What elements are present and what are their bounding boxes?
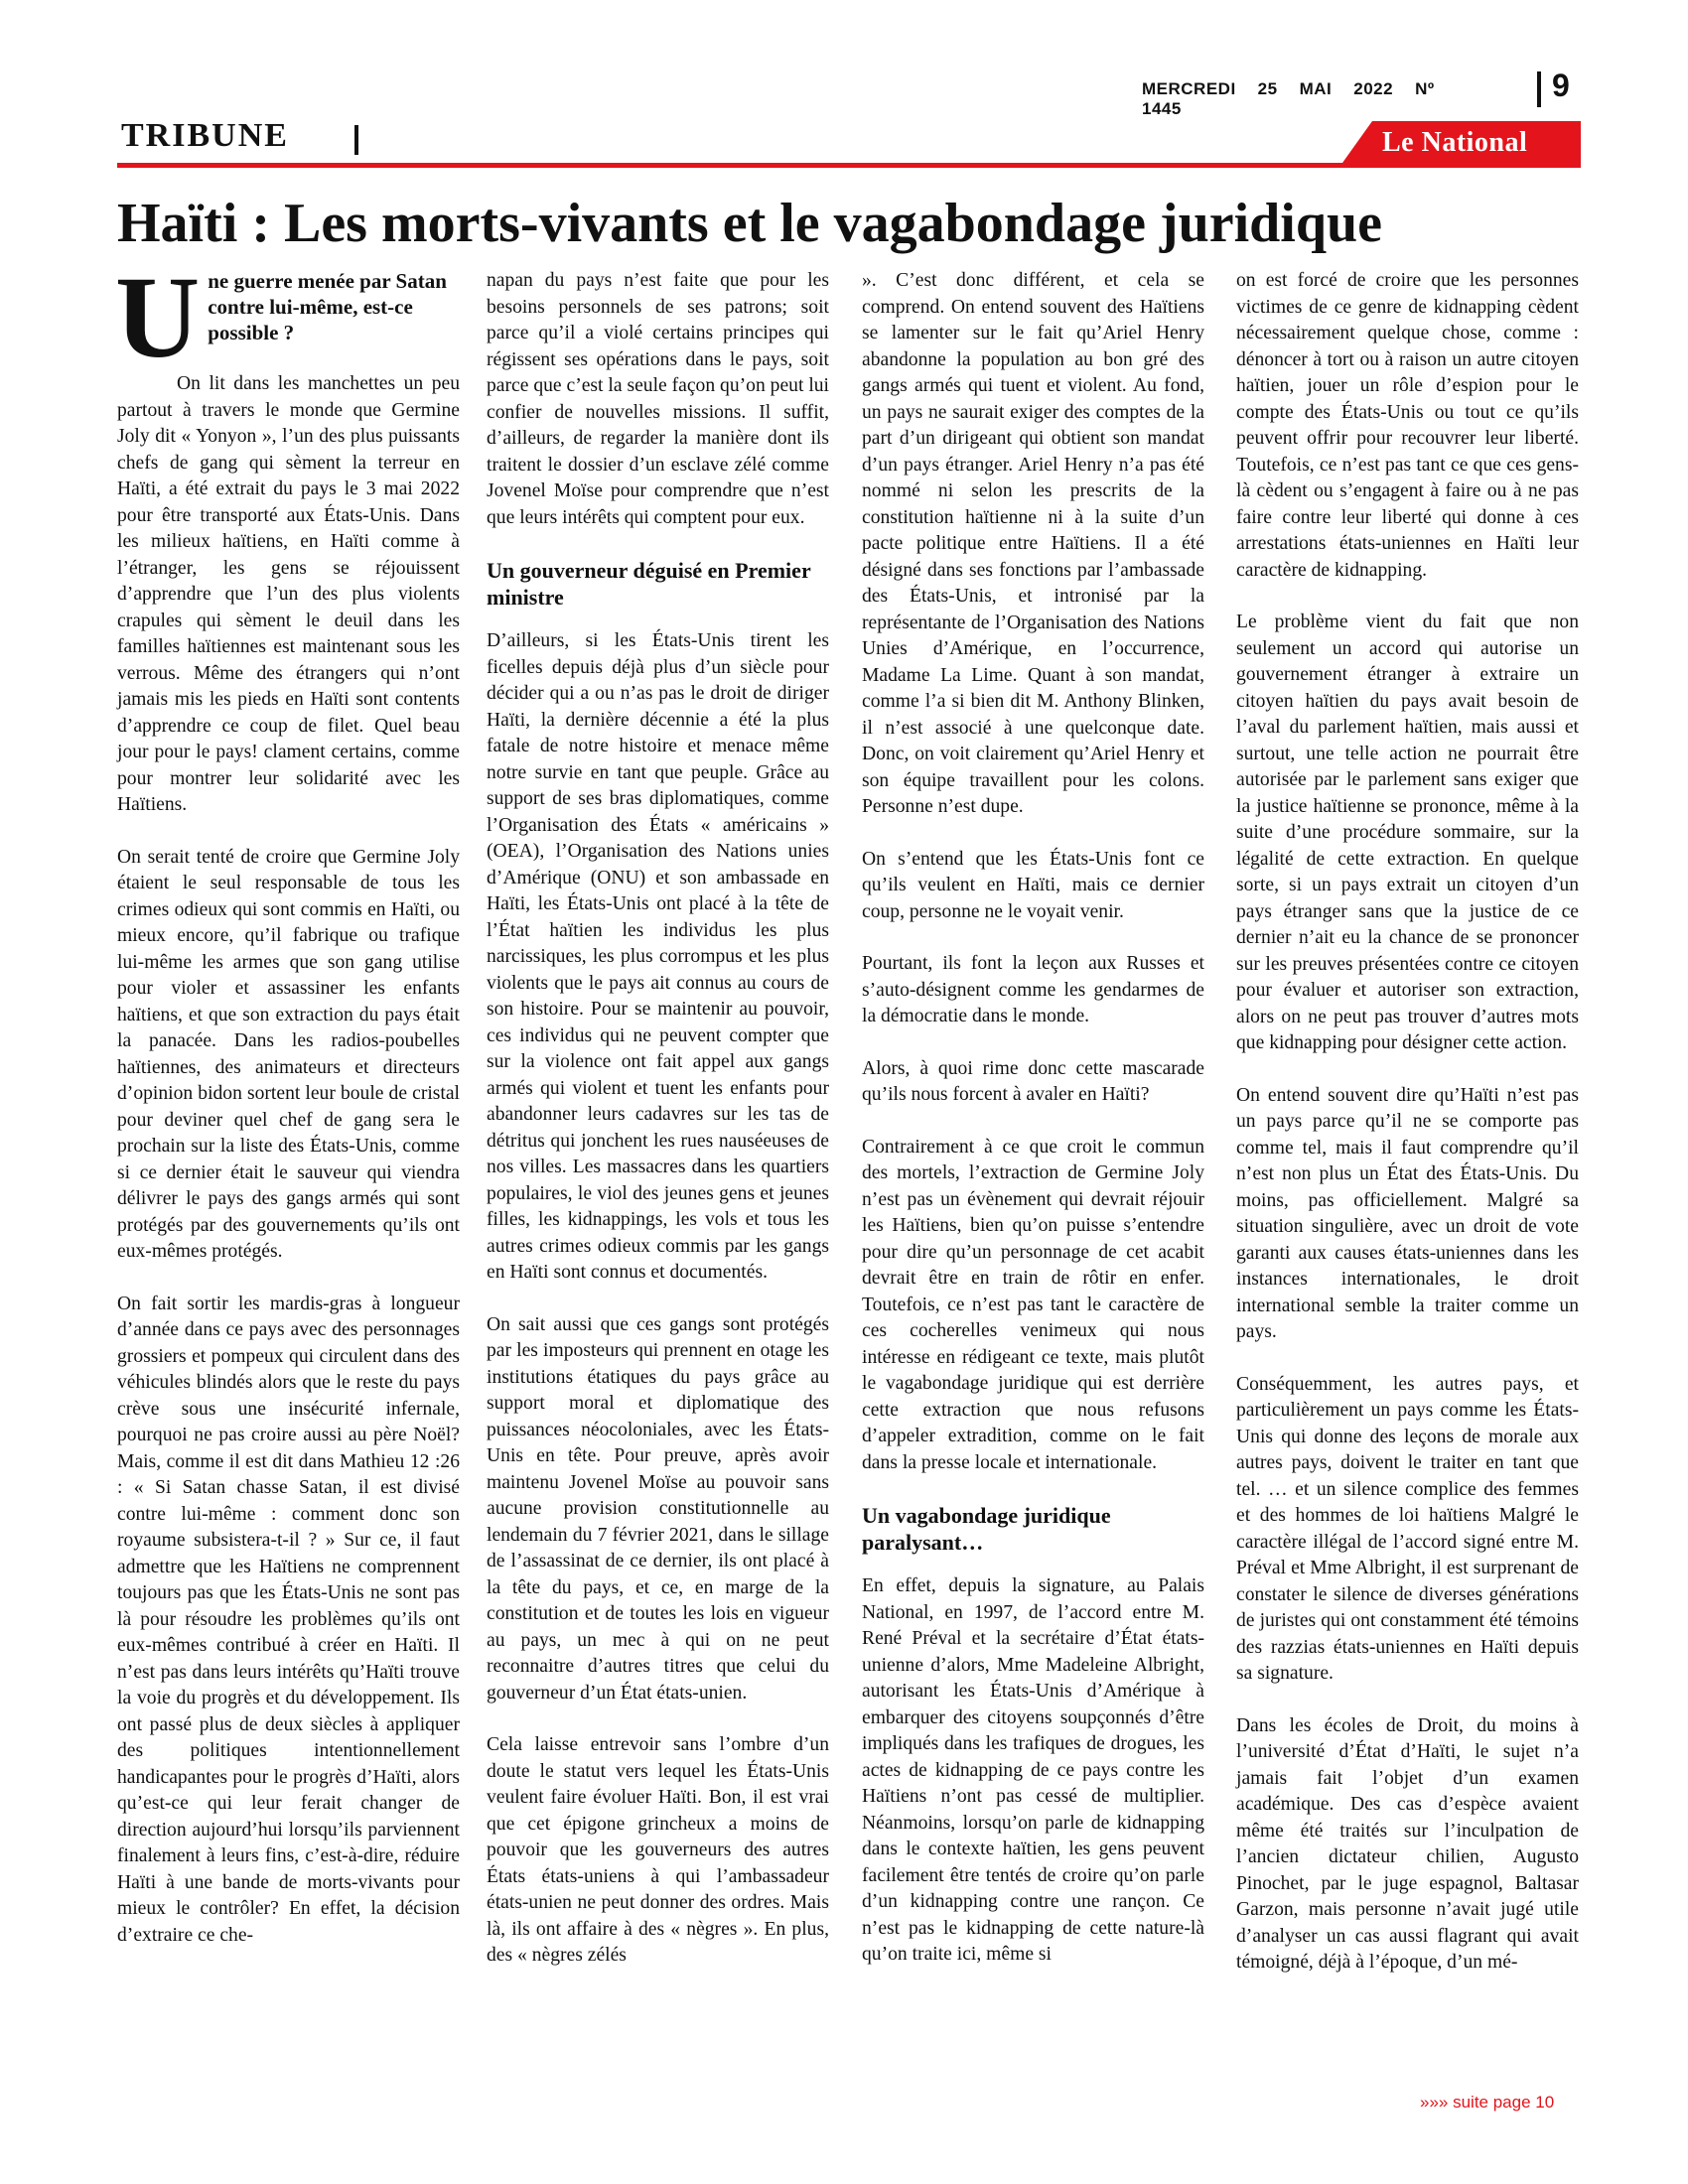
paragraph: On entend souvent dire qu’Haïti n’est pas un pays parce qu’il ne se comporte pas comme tel, mais il faut comprendre qu’il n’est non plus un État des États-Unis. Du moins, pas officiellement. Malgré sa situation singulière, avec un droit de vote garanti aux causes états-uniennes dans les instances internationales, le droit international semble la traiter comme un pays. xyxy=(1236,1084,1579,1342)
paragraph: Dans les écoles de Droit, du moins à l’université d’État d’Haïti, le sujet n’a jamais fait l’objet d’un examen académique. Des cas d’espèce avaient même été traités sur l’inculpation de l’ancien dictateur chilien, Augusto Pinochet, par le juge espagnol, Baltasar Garzon, mais personne n’avait jugé utile d’analyser un cas aussi flagrant qui avait témoigné, déjà à l’époque, d’un mé- xyxy=(1236,1714,1579,1973)
column-4 xyxy=(1236,268,1579,2002)
page-number-divider xyxy=(1537,71,1541,107)
section-divider xyxy=(354,125,358,155)
paragraph: Le problème vient du fait que non seulement un accord qui autorise un gouvernement étranger à extraire un citoyen haïtien du pays avait besoin de l’aval du parlement haïtien, mais aussi et surtout, une telle action ne pourrait être autorisée par le parlement sans exiger que la justice haïtienne se prononce, même à la suite d’une procédure sommaire, sur la légalité de cette extraction. En quelque sorte, si un pays extrait un citoyen d’un pays étranger sans que la justice de ce dernier n’ait eu la chance de se prononcer sur les preuves présentées contre ce citoyen pour évaluer et autoriser son extraction, alors on ne peut pas trouver d’autres mots que kidnapping pour désigner cette action. xyxy=(1236,612,1579,1053)
paragraph: ». C’est donc différent, et cela se comprend. On entend souvent des Haïtiens se lamenter sur le fait qu’Ariel Henry abandonne la population au bon gré des gangs armés qui tuent et violent. Au fond, un pays ne saurait exiger des comptes de la part d’un dirigeant qui obtient son mandat d’un pays étranger. Ariel Henry n’a pas été nommé ni selon les prescrits de la constitution haïtienne ni à la suite d’un pacte politique entre Haïtiens. Il a été désigné dans ses fonctions par l’ambassade des États-Unis, et intronisé par la représentante de l’Organisation des Nations Unies d’Amérique, en l’occurrence, Madame La Lime. Quant à son mandat, comme l’a si bien dit M. Anthony Blinken, il n’est associé à une quelconque date. Donc, on voit clairement qu’Ariel Henry et son équipe travaillent pour les colons. Personne n’est dupe. xyxy=(862,270,1204,817)
column-1 xyxy=(115,252,460,1975)
paragraph: On lit dans les manchettes un peu partout à travers le monde que Germine Joly dit « Yonyon », l’un des plus puissants chefs de gang qui sèment la terreur en Haïti, a été extrait du pays le 3 mai 2022 pour être transporté aux États-Unis. Dans les milieux haïtiens, en Haïti comme à l’étranger, les gens se réjouissent d’apprendre que l’un des plus violents crapules qui sèment le deuil dans les familles haïtiennes est maintenant sous les verrous. Même des étrangers qui n’ont jamais mis les pieds en Haïti sont contents d’apprendre ce coup de filet. Quel beau jour pour le pays! clament certains, comme pour montrer leur solidarité avec les Haïtiens. xyxy=(117,373,460,815)
dateline-day: MERCREDI xyxy=(1142,79,1236,98)
header-rule xyxy=(117,163,1581,168)
column-3 xyxy=(862,268,1204,1994)
paragraph: Alors, à quoi rime donc cette mascarade qu’ils nous forcent à avaler en Haïti? xyxy=(862,1057,1204,1105)
paragraph: On fait sortir les mardis-gras à longueur d’année dans ce pays avec des personnages grossiers et pompeux qui circulent dans des véhicules blindés alors que le reste du pays crève sous une insécurité infernale, pourquoi ne pas croire aussi au père Noël? Mais, comme il est dit dans Mathieu 12 :26 : « Si Satan chasse Satan, il est divisé contre lui-même : comment donc son royaume subsistera-t-il ? » Sur ce, il faut admettre que les Haïtiens ne comprennent toujours pas que les États-Unis ne sont pas là pour résoudre les problèmes qu’ils ont eux-mêmes contribué à créer en Haïti. Il n’est pas dans leurs intérêts qu’Haïti trouve la voie du progrès et du développement. Ils ont passé plus de deux siècles à appliquer des politiques intentionnellement handicapantes pour le progrès d’Haïti, alors qu’est-ce qui leur ferait changer de direction aujourd’hui lorsqu’ils parviennent finalement à leurs fins, c’est-à-dire, réduire Haïti à une bande de morts-vivants pour mieux le contrôler? En effet, la décision d’extraire ce che- xyxy=(117,1293,460,1946)
dateline-month: MAI xyxy=(1299,79,1333,98)
subheading: Un vagabondage juridique paralysant… xyxy=(862,1503,1111,1555)
paragraph: Conséquemment, les autres pays, et particulièrement un pays comme les États-Unis qui donne des leçons de morale aux autres pays, doivent le traiter en tant que tel. … et un silence complice des femmes et des hommes de loi haïtiens Malgré le caractère illégal de l’accord signé entre M. Préval et Mme Albright, il est surprenant de constater le silence de diverses générations de juristes qui ont constamment été témoins des razzias états-uniennes en Haïti depuis sa signature. xyxy=(1236,1373,1579,1684)
drop-cap: U xyxy=(115,252,201,382)
page-number: 9 xyxy=(1552,68,1570,103)
section-title: TRIBUNE xyxy=(121,117,289,154)
paragraph: On serait tenté de croire que Germine Joly étaient le seul responsable de tous les crimes odieux qui sont commis en Haïti, ou mieux encore, qu’il fabrique ou trafique lui-même les armes que son gang utilise pour violer et assassiner les enfants haïtiens, et que son extraction du pays était la panacée. Dans les radios-poubelles haïtiennes, des animateurs et directeurs d’opinion bidon sortent leur boule de cristal pour deviner quel chef de gang sera le prochain sur la liste des États-Unis, comme si ce dernier était le sauveur qui viendra délivrer le pays des gangs armés qui sont protégés par des gouvernements qu’ils ont eux-mêmes protégés. xyxy=(117,846,460,1262)
paragraph: En effet, depuis la signature, au Palais National, en 1997, de l’accord entre M. René Préval et la secrétaire d’État états-unienne d’alors, Mme Madeleine Albright, autorisant les États-Unis d’Amérique à embarquer des citoyens soupçonnés d’être impliqués dans les trafiques de drogues, les actes de kidnapping de ce pays contre les Haïtiens n’ont pas cessé de multiplier. Néanmoins, lorsqu’on parle de kidnapping dans le contexte haïtien, les gens peuvent facilement être tentés de croire qu’on parle d’un kidnapping contre une rançon. Ce n’est pas le kidnapping de cette nature-là qu’on traite ici, même si xyxy=(862,1575,1204,1965)
paragraph: On s’entend que les États-Unis font ce qu’ils veulent en Haïti, mais ce dernier coup, personne ne le voyait venir. xyxy=(862,848,1204,922)
paragraph: On sait aussi que ces gangs sont protégés par les imposteurs qui prennent en otage les institutions étatiques du pays grâce au support moral et diplomatique des puissances néocoloniales, avec les États-Unis en tête. Pour preuve, après avoir maintenu Jovenel Moïse au pouvoir sans aucune provision constitutionnelle au lendemain du 7 février 2021, dans le sillage de l’assassinat de ce dernier, ils ont placé à la tête du pays, et ce, en marge de la constitution et de toutes les lois en vigueur au pays, un mec à qui on ne peut reconnaitre d’autres titres que celui du gouverneur d’un État états-unien. xyxy=(487,1313,829,1704)
paragraph: D’ailleurs, si les États-Unis tirent les ficelles depuis déjà plus d’un siècle pour décider qui a ou n’as pas le droit de diriger Haïti, la dernière décennie a été la plus fatale de notre histoire et menace même notre survie en tant que peuple. Grâce au support de ses bras diplomatiques, comme l’Organisation des États « américains » (OEA), l’Organisation des Nations unies d’Amérique (ONU) et son ambassade en Haïti, les États-Unis ont placé à la tête de l’État haïtien les individus les plus narcissiques, les plus corrompus et les plus violents que le pays ait connus au cours de son histoire. Pour se maintenir au pouvoir, ces individus qui ne peuvent compter que sur la violence ont fait appel aux gangs armés qui violent et tuent les enfants pour abandonner leurs cadavres sur les tas de détritus qui jonchent les rues nauséeuses de nos villes. Les massacres dans les quartiers populaires, le viol des jeunes gens et jeunes filles, les kidnappings, les vols et tous les autres crimes odieux commis par les gangs en Haïti sont connus et documentés. xyxy=(487,630,829,1283)
subheading: Un gouverneur déguisé en Premier ministre xyxy=(487,558,811,610)
paragraph: Cela laisse entrevoir sans l’ombre d’un doute le statut vers lequel les États-Unis veulent faire évoluer Haïti. Bon, il est vrai que cet épigone grincheux a moins de pouvoir que les gouverneurs des autres États états-uniens à qui l’ambassadeur états-unien ne peut donner des ordres. Mais là, ils ont affaire à des « nègres ». En plus, des « nègres zélés xyxy=(487,1734,829,1966)
issue-dateline xyxy=(1142,79,1499,119)
continuation-link[interactable]: »»» suite page 10 xyxy=(1420,2093,1555,2112)
dateline-date: 25 xyxy=(1257,79,1278,98)
issue-number: Nº 1445 xyxy=(1142,79,1435,118)
brand-name: Le National xyxy=(1382,127,1528,158)
article-headline: Haïti : Les morts-vivants et le vagabondage juridique xyxy=(117,193,1382,254)
article-lead: ne guerre menée par Satan contre lui-même, est-ce possible ? xyxy=(208,269,447,344)
paragraph: napan du pays n’est faite que pour les besoins personnels de ses patrons; soit parce qu’il a violé certains principes qui régissent ses opérations dans le pays, soit parce que c’est la seule façon qu’on peut lui confier de nouvelles missions. Il suffit, d’ailleurs, de regarder la manière dont ils traitent le dossier d’un esclave zélé comme Jovenel Moïse pour comprendre que n’est que leurs intérêts qui comptent pour eux. xyxy=(487,270,829,528)
column-2 xyxy=(487,268,829,1995)
paragraph: on est forcé de croire que les personnes victimes de ce genre de kidnapping cèdent nécessairement quelque chose, comme : dénoncer à tort ou à raison un autre citoyen haïtien, jouer un rôle d’espion pour le compte des États-Unis ou tout ce qu’ils peuvent offrir pour recouvrer leur liberté. Toutefois, ce n’est pas tant ce que ces gens-là cèdent ou s’engagent à faire ou à ne pas faire contre leur liberté qui donne à ces arrestations états-uniennes en Haïti leur caractère de kidnapping. xyxy=(1236,270,1579,581)
paragraph: Pourtant, ils font la leçon aux Russes et s’auto-désignent comme les gendarmes de la démocratie dans le monde. xyxy=(862,953,1204,1026)
dateline-year: 2022 xyxy=(1353,79,1394,98)
paragraph: Contrairement à ce que croit le commun des mortels, l’extraction de Germine Joly n’est pas un évènement qui devrait réjouir les Haïtiens, bien qu’on puisse s’entendre pour dire qu’un personnage de cet acabit devrait être en train de rôtir en enfer. Toutefois, ce n’est pas tant le caractère de ces cocherelles venimeux qui nous intéresse en rédigeant ce texte, mais plutôt le vagabondage juridique qui est derrière cette extraction que nous refusons d’appeler extradition, comme on le fait dans la presse locale et internationale. xyxy=(862,1136,1204,1473)
